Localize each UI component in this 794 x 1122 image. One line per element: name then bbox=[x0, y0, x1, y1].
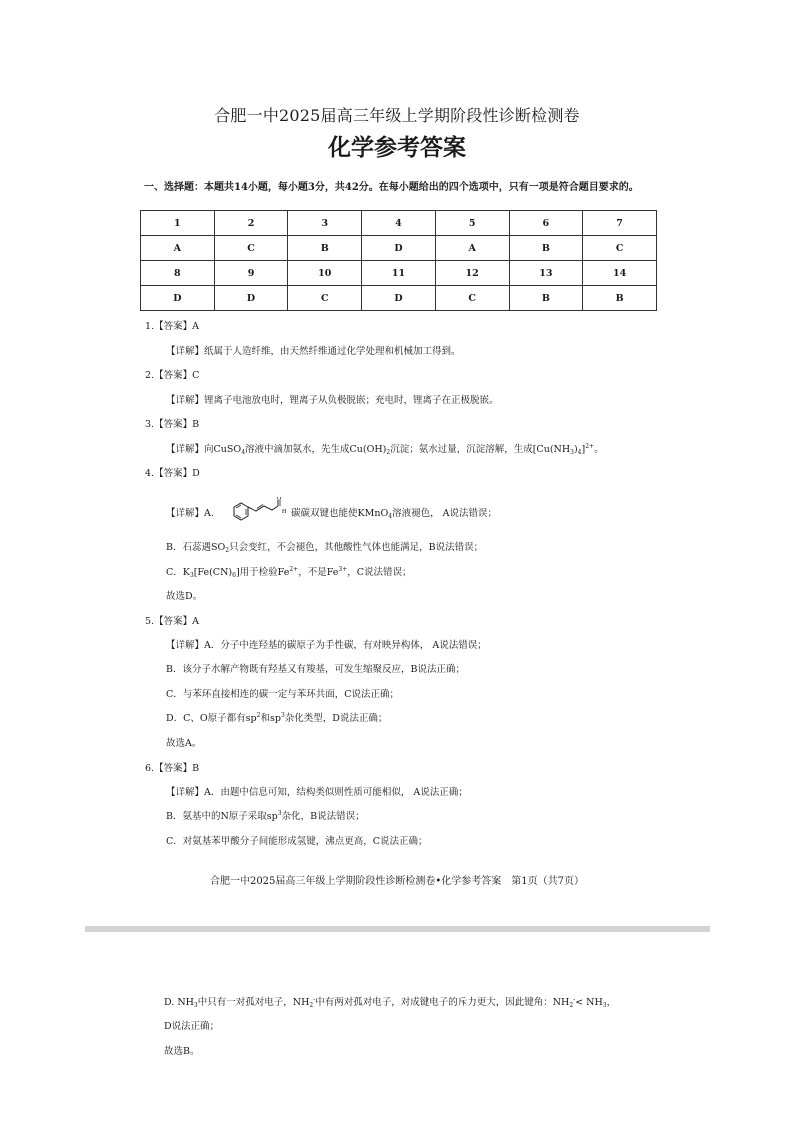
q5-answer: 5.【答案】A bbox=[145, 616, 199, 627]
question-number-cell: 7 bbox=[583, 211, 657, 236]
page2-q6-detail-d: D. $NH_3$中只有一对孤对电子，$NH_2^-$中有两对孤对电子，对成键电子的斥力更大，因此键角：$NH_2^-< NH_3$， bbox=[164, 996, 617, 1009]
section-heading: 一、选择题：本题共14小题，每小题3分，共42分。在每小题给出的四个选项中，只有一项是符合题目要求的。 bbox=[144, 182, 639, 193]
answer-letter-cell: C bbox=[214, 236, 288, 261]
q1-detail: 【详解】纸属于人造纤维，由天然纤维通过化学处理和机械加工得到。 bbox=[166, 346, 461, 357]
question-number-row bbox=[141, 261, 657, 286]
q6-answer: 6.【答案】B bbox=[145, 763, 200, 774]
answer-letter-cell: A bbox=[435, 236, 509, 261]
q5-detail-b: B．该分子水解产物既有羟基又有羧基，可发生缩聚反应，B说法正确； bbox=[166, 664, 465, 675]
q4-detail-label: 【详解】A. bbox=[166, 508, 214, 519]
question-number-cell: 5 bbox=[435, 211, 509, 236]
page-footer: 合肥一中2025届高三年级上学期阶段性诊断检测卷•化学参考答案 第1页（共7页） bbox=[209, 876, 585, 887]
q3-detail: 【详解】向CuSO$_4$溶液中滴加氨水，先生成$Cu(OH)_2$沉淀；氨水过量，沉淀溶解，生成$[Cu(NH_3)_4]^{2+}$。 bbox=[166, 443, 604, 456]
answer-letter-cell: C bbox=[583, 236, 657, 261]
q6-detail-c: C．对氨基苯甲酸分子间能形成氢键，沸点更高，C说法正确； bbox=[166, 836, 428, 847]
cinnamaldehyde-structure bbox=[226, 497, 288, 527]
q5-detail-c: C．与苯环直接相连的碳一定与苯环共面，C说法正确； bbox=[166, 689, 400, 700]
q3-answer: 3.【答案】B bbox=[145, 419, 200, 430]
answer-letter-row bbox=[141, 236, 657, 261]
hydrogen-atom: H bbox=[282, 509, 287, 515]
answer-key-title: 化学参考答案 bbox=[328, 134, 466, 161]
question-number-cell: 14 bbox=[583, 261, 657, 286]
question-number-cell: 11 bbox=[362, 261, 436, 286]
q2-detail: 【详解】锂离子电池放电时，锂离子从负极脱嵌；充电时，锂离子在正极脱嵌。 bbox=[166, 395, 499, 406]
q6-detail-b: B．氨基中的N原子采取$sp^3$杂化，B说法错误； bbox=[166, 810, 365, 822]
q4-detail-c: C．$K_3[Fe(CN)_6]$用于检验$Fe^{2+}$，不是$Fe^{3+}$，C说法错误； bbox=[166, 566, 412, 579]
exam-title: 合肥一中2025届高三年级上学期阶段性诊断检测卷 bbox=[214, 106, 580, 125]
q2-answer: 2.【答案】C bbox=[145, 370, 200, 381]
q4-detail-b: B．石蕊遇$SO_2$只会变红，不会褪色，其他酸性气体也能满足，B说法错误； bbox=[166, 542, 484, 554]
answer-letter-cell: B bbox=[583, 286, 657, 311]
question-number-cell: 6 bbox=[509, 211, 583, 236]
page-divider bbox=[85, 926, 710, 932]
page2-q6-detail-d-cont: D说法正确； bbox=[164, 1021, 220, 1032]
q5-detail-a: 【详解】A．分子中连羟基的碳原子为手性碳，有对映异构体， A说法错误； bbox=[166, 640, 487, 651]
answer-letter-cell: D bbox=[214, 286, 288, 311]
question-number-cell: 8 bbox=[141, 261, 215, 286]
q5-detail-d: D．C、O原子都有$sp^2$和$sp^3$杂化类型，D说法正确； bbox=[166, 712, 388, 724]
q6-detail-a: 【详解】A．由题中信息可知，结构类似则性质可能相似， A说法正确； bbox=[166, 787, 468, 798]
question-number-cell: 4 bbox=[362, 211, 436, 236]
q4-choice: 故选D。 bbox=[166, 591, 203, 602]
answer-table bbox=[140, 210, 657, 311]
q4-detail-a: 碳碳双键也能使KMnO$_4$溶液褪色， A说法错误； bbox=[291, 508, 497, 520]
question-number-cell: 1 bbox=[141, 211, 215, 236]
q4-answer: 4.【答案】D bbox=[145, 468, 200, 479]
question-number-cell: 12 bbox=[435, 261, 509, 286]
answer-letter-cell: B bbox=[288, 236, 362, 261]
answer-letter-cell: D bbox=[362, 286, 436, 311]
answer-letter-row bbox=[141, 286, 657, 311]
question-number-row bbox=[141, 211, 657, 236]
page2-q6-choice: 故选B。 bbox=[164, 1046, 200, 1057]
question-number-cell: 9 bbox=[214, 261, 288, 286]
answer-letter-cell: D bbox=[362, 236, 436, 261]
answer-letter-cell: A bbox=[141, 236, 215, 261]
q1-answer: 1.【答案】A bbox=[145, 321, 199, 332]
answer-letter-cell: C bbox=[435, 286, 509, 311]
answer-letter-cell: B bbox=[509, 286, 583, 311]
answer-letter-cell: D bbox=[141, 286, 215, 311]
question-number-cell: 3 bbox=[288, 211, 362, 236]
question-number-cell: 10 bbox=[288, 261, 362, 286]
answer-letter-cell: B bbox=[509, 236, 583, 261]
question-number-cell: 2 bbox=[214, 211, 288, 236]
oxygen-atom: O bbox=[277, 497, 282, 502]
answer-letter-cell: C bbox=[288, 286, 362, 311]
q5-choice: 故选A。 bbox=[166, 738, 202, 749]
question-number-cell: 13 bbox=[509, 261, 583, 286]
